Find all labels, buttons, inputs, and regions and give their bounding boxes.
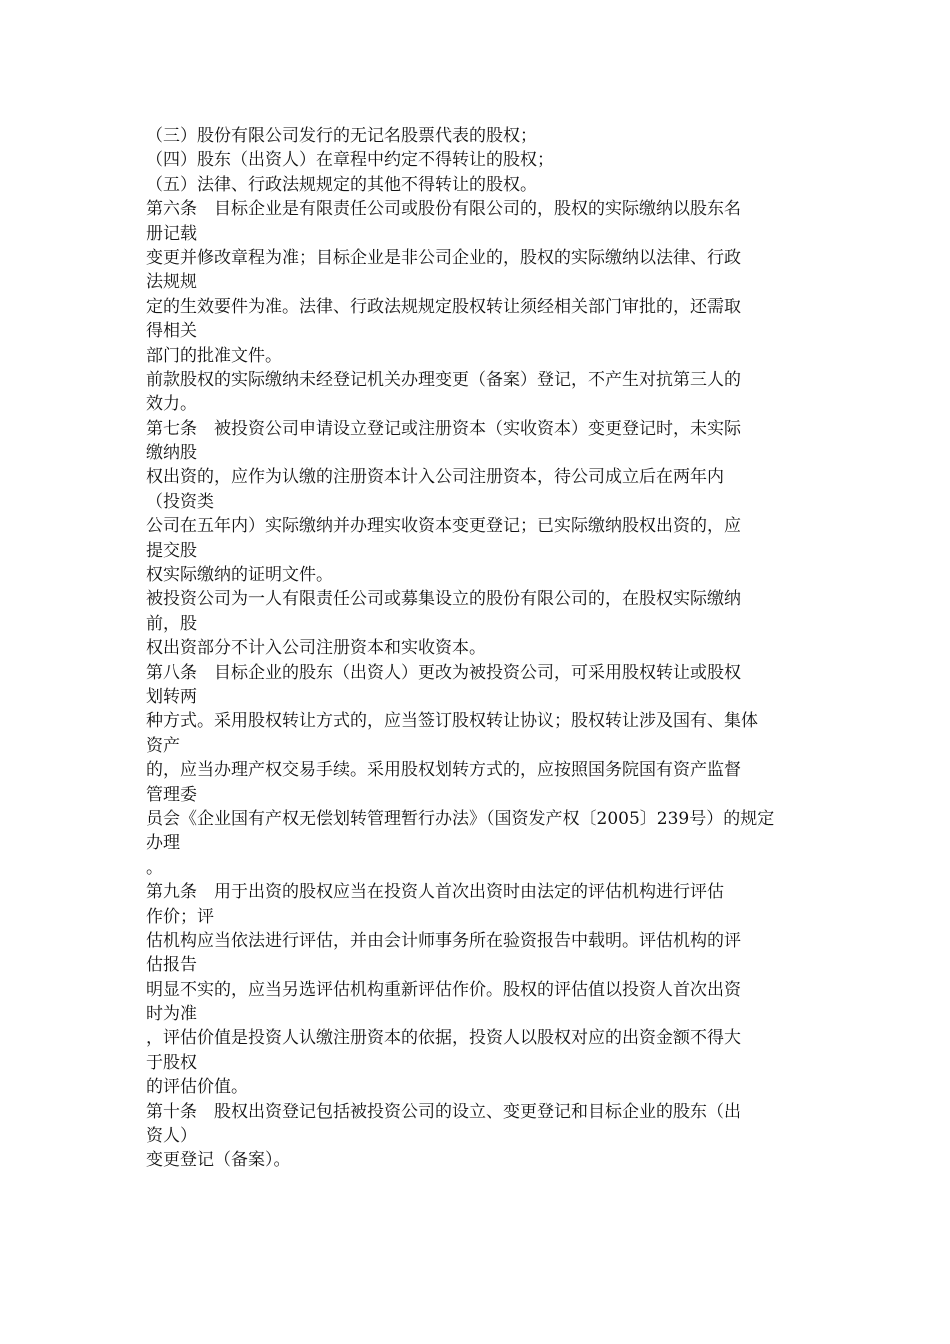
text-line: 第七条 被投资公司申请设立登记或注册资本（实收资本）变更登记时，未实际 (146, 418, 741, 439)
text-line: 缴纳股 (146, 443, 197, 464)
text-line: 变更并修改章程为准；目标企业是非公司企业的，股权的实际缴纳以法律、行政 (146, 247, 741, 268)
text-line: 权实际缴纳的证明文件。 (146, 565, 333, 586)
text-line: 作价；评 (146, 906, 214, 927)
text-line: 第十条 股权出资登记包括被投资公司的设立、变更登记和目标企业的股东（出 (146, 1101, 741, 1122)
text-line: 划转两 (146, 686, 197, 707)
text-line: 第六条 目标企业是有限责任公司或股份有限公司的，股权的实际缴纳以股东名 (146, 199, 741, 220)
text-line: 权出资部分不计入公司注册资本和实收资本。 (146, 638, 486, 659)
text-line: 种方式。采用股权转让方式的，应当签订股权转让协议；股权转让涉及国有、集体 (146, 711, 758, 732)
document-body (146, 124, 814, 1173)
text-line: 员会《企业国有产权无偿划转管理暂行办法》（国资发产权〔2005〕239号）的规定 (146, 808, 775, 829)
text-line: 提交股 (146, 540, 197, 561)
text-line: （五）法律、行政法规规定的其他不得转让的股权。 (146, 174, 537, 195)
text-line: 资人） (146, 1126, 197, 1147)
text-line: 时为准 (146, 1004, 197, 1025)
text-line: 前款股权的实际缴纳未经登记机关办理变更（备案）登记，不产生对抗第三人的 (146, 369, 741, 390)
text-line: ，评估价值是投资人认缴注册资本的依据，投资人以股权对应的出资金额不得大 (146, 1028, 741, 1049)
text-line: （投资类 (146, 491, 214, 512)
text-line: 部门的批准文件。 (146, 345, 282, 366)
text-line: 第八条 目标企业的股东（出资人）更改为被投资公司，可采用股权转让或股权 (146, 662, 741, 683)
text-line: （四）股东（出资人）在章程中约定不得转让的股权； (146, 150, 554, 171)
text-line: 资产 (146, 735, 180, 756)
text-line: 管理委 (146, 784, 197, 805)
text-line: 估报告 (146, 955, 197, 976)
text-line: 法规规 (146, 272, 197, 293)
text-line: 权出资的，应作为认缴的注册资本计入公司注册资本，待公司成立后在两年内 (146, 467, 724, 488)
text-line: 被投资公司为一人有限责任公司或募集设立的股份有限公司的，在股权实际缴纳 (146, 589, 741, 610)
text-line: 得相关 (146, 321, 197, 342)
text-line: 变更登记（备案）。 (146, 1150, 291, 1171)
text-line: 办理 (146, 833, 180, 854)
text-line: 公司在五年内）实际缴纳并办理实收资本变更登记；已实际缴纳股权出资的，应 (146, 516, 741, 537)
text-line: 。 (146, 857, 163, 878)
text-line: 定的生效要件为准。法律、行政法规规定股权转让须经相关部门审批的，还需取 (146, 296, 741, 317)
text-line: 的评估价值。 (146, 1077, 248, 1098)
text-line: 估机构应当依法进行评估，并由会计师事务所在验资报告中载明。评估机构的评 (146, 930, 741, 951)
text-line: 第九条 用于出资的股权应当在投资人首次出资时由法定的评估机构进行评估 (146, 882, 724, 903)
text-line: 册记载 (146, 223, 197, 244)
text-line: 效力。 (146, 394, 197, 415)
text-line: 明显不实的，应当另选评估机构重新评估作价。股权的评估值以投资人首次出资 (146, 979, 741, 1000)
text-line: 的，应当办理产权交易手续。采用股权划转方式的，应按照国务院国有资产监督 (146, 760, 741, 781)
text-line: 于股权 (146, 1052, 197, 1073)
text-line: （三）股份有限公司发行的无记名股票代表的股权； (146, 126, 537, 146)
text-line: 前，股 (146, 613, 197, 634)
